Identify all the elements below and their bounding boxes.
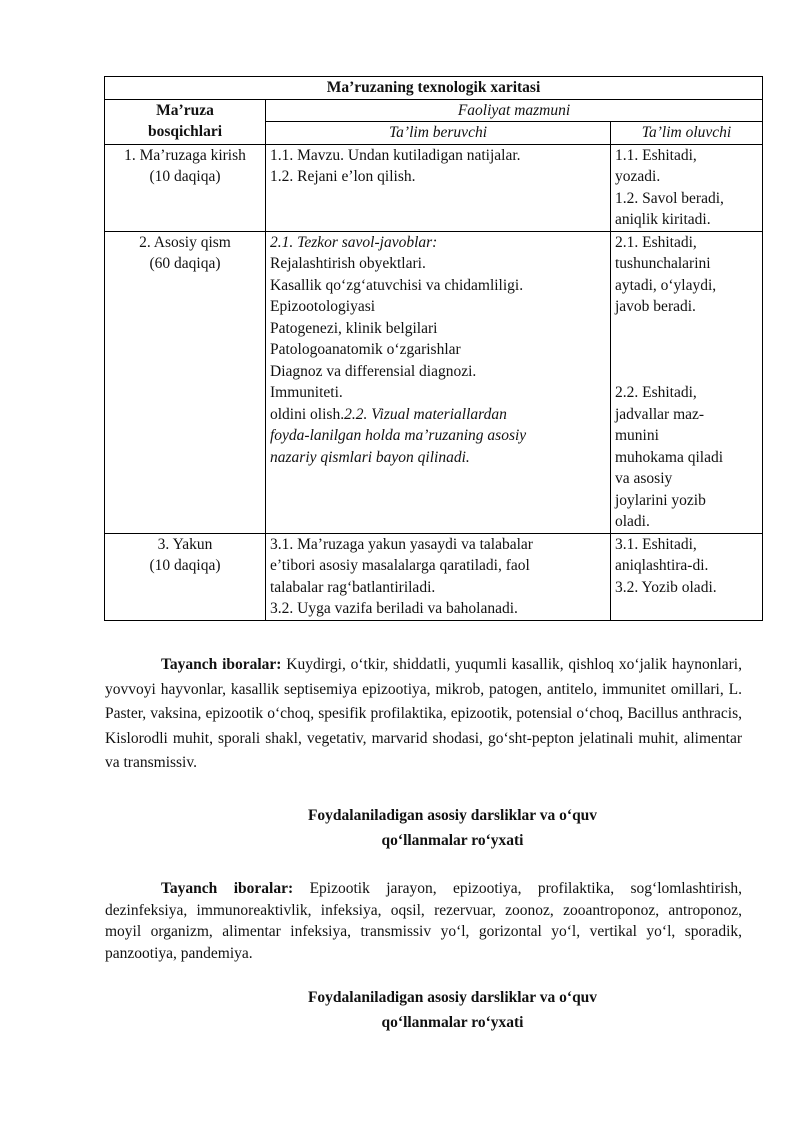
activity-header: Faoliyat mazmuni <box>266 99 763 122</box>
stage-header: Ma’ruza bosqichlari <box>105 99 266 144</box>
student-cell: 3.1. Eshitadi, aniqlashtira-di. 3.2. Yozib oladi. <box>611 533 763 620</box>
key-terms-text: Kuydirgi, o‘tkir, shiddatli, yuqumli kasallik, qishloq xo‘jalik haynonlari, yovvoyi hayvonlar, kasallik septisemiya epizootiya, mikrob, patogen, antitelo, immunitet omillari, L. Paster, vaksina, epizootik o‘choq, spesifik profilaktika, epizootik, potensial o‘choq, Bacillus anthracis, Kislorodli muhit, sporali shakl, vegetativ, marvarid shodasi, go‘sht-pepton jelatinali muhit, alimentar va transmissiv. <box>105 656 742 771</box>
key-terms-text: Epizootik jarayon, epizootiya, profilaktika, sog‘lomlashtirish, dezinfeksiya, immunoreaktivlik, infeksiya, oqsil, rezervuar, zoonoz, zooantroponoz, antroponoz, moyil organizm, alimentar infeksiya, transmissiv yo‘l, gorizontal yo‘l, vertikal yo‘l, sporadik, panzootiya, pandemiya. <box>105 880 743 962</box>
teacher-cell: 3.1. Ma’ruzaga yakun yasaydi va talabalar e’tibori asosiy masalalarga qaratiladi, faol talabalar rag‘batlantiriladi. 3.2. Uyga vazifa beriladi va baholanadi. <box>266 533 611 620</box>
table-row <box>105 144 763 231</box>
table-row <box>105 231 763 533</box>
key-terms-label: Tayanch iboralar: <box>161 656 282 673</box>
teacher-cell: 1.1. Mavzu. Undan kutiladigan natijalar. 1.2. Rejani e’lon qilish. <box>266 144 611 231</box>
technological-map-table <box>104 76 763 621</box>
key-terms-paragraph-2 <box>105 878 742 964</box>
student-cell: 1.1. Eshitadi, yozadi. 1.2. Savol beradi, aniqlik kiritadi. <box>611 144 763 231</box>
teacher-header: Ta’lim beruvchi <box>266 122 611 145</box>
student-cell: 2.1. Eshitadi, tushunchalarini aytadi, o‘ylaydi, javob beradi. 2.2. Eshitadi, jadvallar maz- munini muhokama qiladi va asosiy joylarini yozib oladi. <box>611 231 763 533</box>
table-title: Ma’ruzaning texnologik xaritasi <box>105 77 763 100</box>
stage-cell: 1. Ma’ruzaga kirish (10 daqiqa) <box>105 144 266 231</box>
teacher-cell: 2.1. Tezkor savol-javoblar: Rejalashtirish obyektlari. Kasallik qo‘zg‘atuvchisi va chidamliligi. Epizootologiyasi Patogenezi, klinik belgilari Patologoanatomik o‘zgarishlar Diagnoz va differensial diagnozi. Immuniteti. oldini olish.2.2. Vizual materiallardan foyda-lanilgan holda ma’ruzaning asosiy nazariy qismlari bayon qilinadi. <box>266 231 611 533</box>
table-row <box>105 533 763 620</box>
student-header: Ta’lim oluvchi <box>611 122 763 145</box>
stage-cell: 2. Asosiy qism (60 daqiqa) <box>105 231 266 533</box>
stage-cell: 3. Yakun (10 daqiqa) <box>105 533 266 620</box>
key-terms-paragraph-1 <box>105 653 742 776</box>
key-terms-label: Tayanch iboralar: <box>161 880 294 897</box>
bibliography-heading-1: Foydalaniladigan asosiy darsliklar va o‘quv qo‘llanmalar ro‘yxati <box>307 807 598 849</box>
bibliography-heading-2: Foydalaniladigan asosiy darsliklar va o‘quv qo‘llanmalar ro‘yxati <box>307 989 598 1031</box>
